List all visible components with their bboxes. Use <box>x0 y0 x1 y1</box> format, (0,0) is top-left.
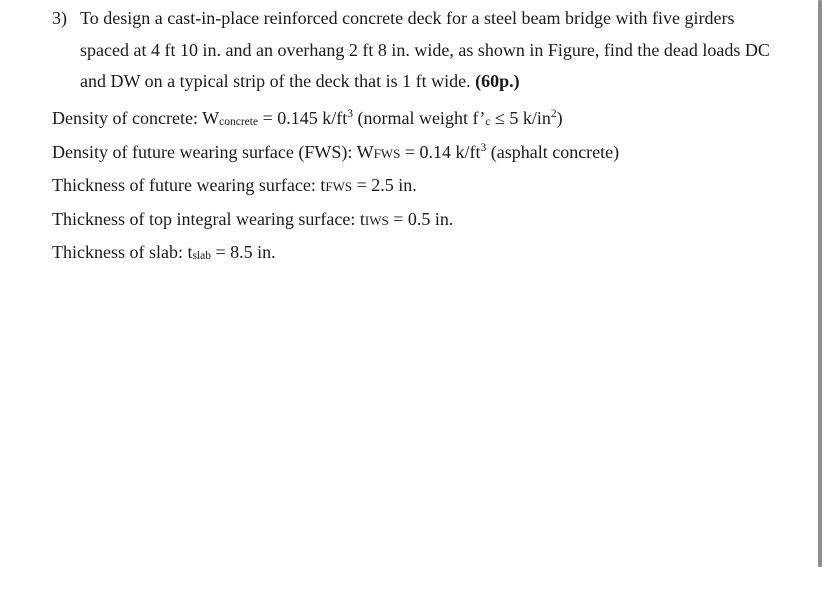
question-points: (60p.) <box>475 71 520 91</box>
iws-thickness-value: = 0.5 in. <box>388 209 454 229</box>
concrete-density-note-exp: 2 <box>550 108 557 120</box>
fws-density-value: = 0.14 k/ft <box>400 142 481 162</box>
question-text-block <box>80 3 772 98</box>
question-text: To design a cast-in-place reinforced concrete deck for a steel beam bridge with five girders spaced at 4 ft 10 in. and an overhang 2 ft 8 in. wide, as shown in Figure, find the dead loads DC and DW on a typical strip of the deck that is 1 ft wide. <box>80 8 770 91</box>
question-3 <box>52 3 772 98</box>
fws-density-unit-exp: 3 <box>480 142 487 154</box>
slab-thickness-sub: slab <box>192 250 212 262</box>
vertical-scrollbar[interactable] <box>818 0 822 567</box>
given-iws-thickness <box>52 209 453 230</box>
fws-density-sub: FWS <box>373 146 401 161</box>
iws-thickness-sub: IWS <box>364 213 389 228</box>
given-slab-thickness <box>52 242 276 263</box>
fws-density-label: Density of future wearing surface (FWS): W <box>52 142 374 162</box>
given-concrete-density <box>52 108 563 129</box>
concrete-density-value: = 0.145 k/ft <box>258 108 348 128</box>
concrete-density-note-mid: ≤ 5 k/in <box>490 108 551 128</box>
fws-thickness-label: Thickness of future wearing surface: t <box>52 175 326 195</box>
concrete-density-sub: concrete <box>219 116 259 128</box>
concrete-density-unit-exp: 3 <box>347 108 353 120</box>
slab-thickness-value: = 8.5 in. <box>211 242 276 262</box>
concrete-density-note-sub: c <box>485 116 491 128</box>
given-fws-thickness <box>52 175 417 196</box>
concrete-density-note-pre: (normal weight f’ <box>352 108 486 128</box>
given-fws-density <box>52 142 619 163</box>
slab-thickness-label: Thickness of slab: t <box>52 242 193 262</box>
concrete-density-label: Density of concrete: W <box>52 108 220 128</box>
fws-thickness-sub: FWS <box>325 179 353 194</box>
iws-thickness-label: Thickness of top integral wearing surface: t <box>52 209 365 229</box>
question-number: 3) <box>52 8 67 28</box>
fws-density-note: (asphalt concrete) <box>486 142 620 162</box>
concrete-density-note-post: ) <box>556 108 563 128</box>
fws-thickness-value: = 2.5 in. <box>352 175 417 195</box>
